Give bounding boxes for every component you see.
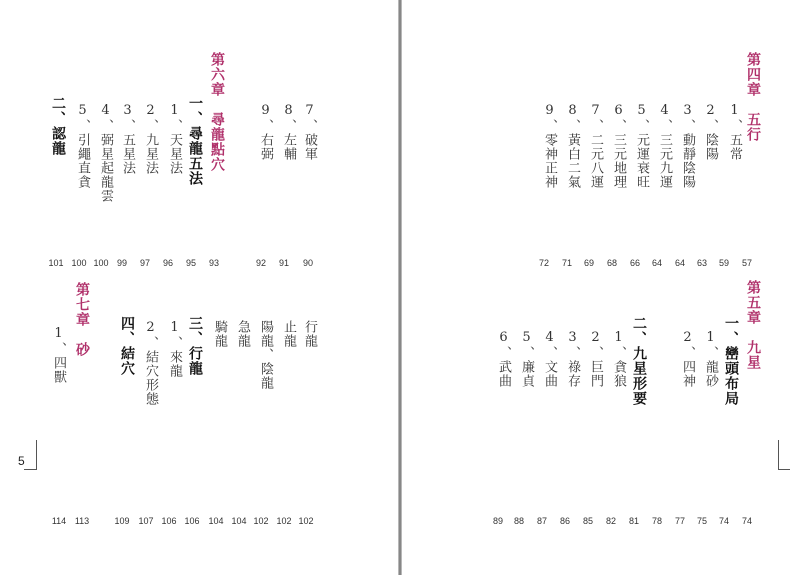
page-number: 104 [231,516,247,526]
page-number: 92 [255,258,266,268]
page-number: 101 [48,258,64,268]
corner-mark [36,440,37,470]
toc-entry-b9: 5、廉貞 [519,330,534,388]
toc-entry-b10: 6、武曲 [496,330,511,388]
page-number: 78 [651,516,662,526]
left-page [0,0,398,575]
page-number: 59 [718,258,729,268]
toc-entry-r4: 4、三元九運 [657,103,672,189]
toc-entry-b5: 1、貪狼 [611,330,626,388]
toc-entry-b8: 4、文曲 [542,330,557,388]
page-number: 74 [718,516,729,526]
page-number: 104 [208,516,224,526]
page-number: 69 [583,258,594,268]
page-number: 77 [674,516,685,526]
page-number: 107 [138,516,154,526]
toc-entry-r1: 1、五常 [727,103,742,161]
page-number: 102 [253,516,269,526]
toc-entry-b2: 1、龍砂 [703,330,718,388]
toc-entry-b7: 3、祿存 [565,330,580,388]
toc-entry-s1-2: 2、九星法 [143,103,158,175]
chapter-6-heading: 第六章 尋龍點穴 [209,52,225,172]
toc-entry-s1-4: 4、弼星起龍雲 [98,103,113,203]
toc-entry-b3: 2、四神 [680,330,695,388]
toc-entry-t8: 2、結穴形態 [143,320,158,406]
toc-entry-r5: 5、元運衰旺 [634,103,649,189]
toc-entry-p8: 8、左輔 [281,103,296,161]
toc-entry-s1-3: 3、五星法 [120,103,135,175]
toc-entry-b6: 2、巨門 [588,330,603,388]
toc-entry-s1-5: 5、引繩直貪 [75,103,90,189]
page-number: 97 [139,258,150,268]
toc-entry-r6: 6、三元地理 [611,103,626,189]
page-number: 87 [536,516,547,526]
toc-entry-b1: 一、巒頭布局 [723,316,739,406]
chapter-5-heading: 第五章 九星 [745,280,761,370]
corner-mark [778,440,779,470]
toc-entry-r8: 8、黃白二氣 [565,103,580,189]
page-number: 63 [696,258,707,268]
page-number: 75 [696,516,707,526]
toc-entry-t9: 四、結穴 [119,316,135,376]
page-number: 106 [184,516,200,526]
toc-entry-t10: 1、四獸 [51,326,66,384]
page-number: 91 [278,258,289,268]
page-number: 89 [492,516,503,526]
page-number: 88 [513,516,524,526]
page-number: 102 [276,516,292,526]
toc-entry-r9: 9、零神正神 [542,103,557,189]
page-number: 106 [161,516,177,526]
page-folio: 5 [18,454,25,468]
toc-entry-b4: 二、九星形要 [631,316,647,406]
page-number: 86 [559,516,570,526]
toc-entry-s1-1: 1、天星法 [167,103,182,175]
page-number: 85 [582,516,593,526]
page-number: 93 [208,258,219,268]
toc-entry-t6: 三、行龍 [187,316,203,376]
toc-entry-t2: 止龍 [281,320,296,348]
page-number: 64 [651,258,662,268]
page-number: 114 [51,516,67,526]
page-number: 66 [629,258,640,268]
page-number: 96 [162,258,173,268]
toc-entry-r3: 3、動靜陰陽 [680,103,695,189]
page-number: 100 [71,258,87,268]
toc-entry-t1: 行龍 [302,320,317,348]
page-number: 74 [741,516,752,526]
page-number: 113 [74,516,90,526]
page-number: 57 [741,258,752,268]
toc-entry-s2: 二、認龍 [50,96,66,156]
page-number: 71 [561,258,572,268]
right-page [402,0,800,575]
page-number: 68 [606,258,617,268]
toc-entry-p7: 7、破軍 [302,103,317,161]
toc-entry-p9: 9、右弼 [258,103,273,161]
chapter-4-heading: 第四章 五行 [745,52,761,142]
page-number: 64 [674,258,685,268]
page-number: 109 [114,516,130,526]
page-number: 100 [93,258,109,268]
toc-entry-t7: 1、來龍 [167,320,182,378]
toc-entry-t3: 陽龍、陰龍 [258,320,273,390]
chapter-7-heading: 第七章 砂 [74,282,90,357]
page-number: 95 [185,258,196,268]
page-number: 90 [302,258,313,268]
page-number: 72 [538,258,549,268]
toc-entry-r7: 7、二元八運 [588,103,603,189]
toc-entry-t5: 騎龍 [212,320,227,348]
toc-entry-s1: 一、尋龍五法 [187,96,203,186]
page-number: 99 [116,258,127,268]
page-number: 81 [628,516,639,526]
toc-entry-t4: 急龍 [235,320,250,348]
page-number: 82 [605,516,616,526]
toc-entry-r2: 2、陰陽 [703,103,718,161]
page-number: 102 [298,516,314,526]
